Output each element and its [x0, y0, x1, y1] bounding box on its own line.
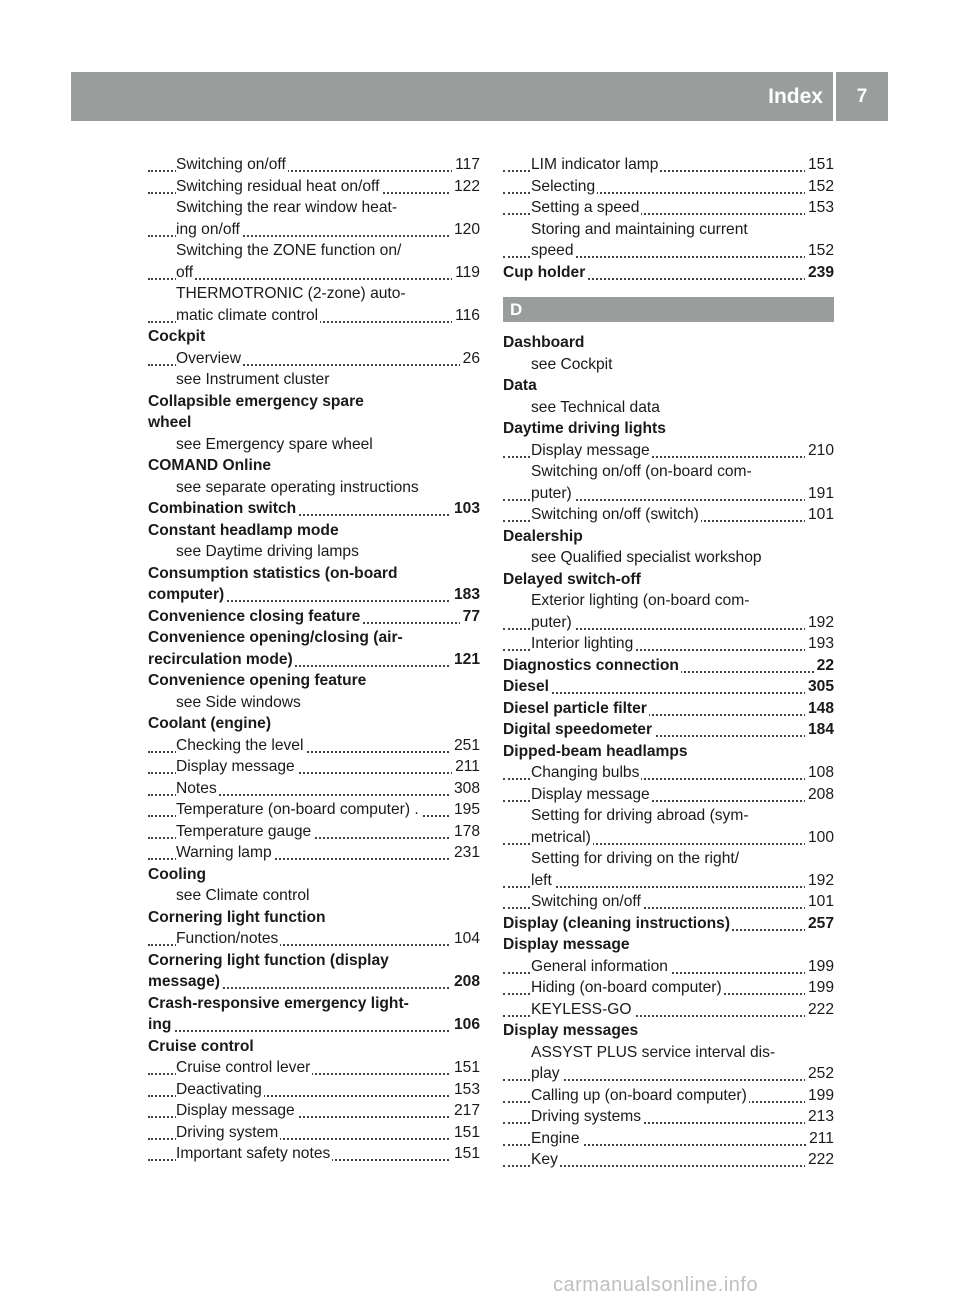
index-entry — [503, 655, 834, 677]
index-entry-text: see Qualified specialist workshop — [531, 549, 762, 566]
watermark-footer: carmanualsonline.info — [553, 1274, 759, 1296]
index-entry-text: Display message — [531, 441, 650, 459]
index-entry-text: Cornering light function — [148, 908, 326, 926]
index-page-ref: 104 — [451, 928, 480, 950]
index-page-ref: 213 — [805, 1106, 834, 1128]
index-subentry — [503, 219, 834, 241]
index-entry-text: Display message — [503, 936, 630, 953]
index-subentry — [148, 219, 480, 241]
index-page-ref: 252 — [805, 1063, 834, 1085]
index-subentry — [503, 354, 834, 376]
index-page-ref: 183 — [451, 584, 480, 606]
index-entry-text: play — [531, 1065, 560, 1082]
index-entry — [503, 719, 834, 741]
index-entry-text: Dipped-beam headlamps — [503, 742, 688, 760]
index-entry-text: see Technical data — [531, 398, 660, 416]
index-page-ref: 26 — [460, 348, 480, 370]
index-entry-text: ing on/off — [176, 220, 240, 238]
index-entry-text: message) — [148, 973, 220, 990]
index-entry — [148, 993, 480, 1015]
index-subentry — [503, 590, 834, 612]
index-subentry — [148, 1057, 480, 1079]
index-subentry — [503, 154, 834, 176]
index-entry-text: off — [176, 263, 194, 281]
index-subentry — [148, 369, 480, 391]
index-entry — [148, 455, 480, 477]
index-entry — [503, 676, 834, 698]
index-entry-text: left — [531, 871, 552, 889]
index-entry-text: Engine — [531, 1129, 580, 1147]
index-entry-text: Convenience opening feature — [148, 672, 367, 689]
index-entry-text: General information — [531, 957, 668, 975]
index-page-ref: 308 — [451, 778, 480, 800]
index-page-ref: 222 — [805, 999, 834, 1021]
index-entry-text: Coolant (engine) — [148, 715, 272, 732]
index-entry-text: puter) — [531, 613, 572, 631]
index-entry — [148, 391, 480, 413]
index-entry-text: Setting for driving abroad (sym- — [531, 807, 749, 824]
index-entry-text: Cruise control lever — [176, 1059, 311, 1076]
index-entry-text: Deactivating — [176, 1080, 262, 1098]
index-page-ref: 222 — [805, 1149, 834, 1171]
index-subentry — [503, 805, 834, 827]
index-subentry — [148, 928, 480, 950]
index-subentry — [148, 821, 480, 843]
index-entry — [503, 698, 834, 720]
index-page-ref: 119 — [452, 262, 480, 284]
index-page-ref: 120 — [451, 219, 480, 241]
index-subentry — [503, 440, 834, 462]
index-entry — [148, 864, 480, 886]
index-entry-text: Display message — [176, 1102, 295, 1119]
section-title: Index — [768, 85, 823, 108]
index-page-ref: 101 — [805, 891, 834, 913]
index-entry — [148, 649, 480, 671]
index-entry-text: Calling up (on-board computer) — [531, 1086, 747, 1104]
index-entry — [503, 375, 834, 397]
index-subentry — [503, 762, 834, 784]
index-subentry — [148, 1122, 480, 1144]
index-list-d — [503, 332, 834, 1171]
index-subentry — [148, 735, 480, 757]
index-entry-text: Cockpit — [148, 328, 206, 345]
index-page-ref: 152 — [805, 240, 834, 262]
index-page-ref: 116 — [452, 305, 480, 327]
index-entry — [148, 412, 480, 434]
index-subentry — [148, 154, 480, 176]
index-subentry — [148, 283, 480, 305]
index-entry-text: Crash-responsive emergency light- — [148, 994, 409, 1012]
index-subentry — [503, 176, 834, 198]
index-subentry — [503, 1063, 834, 1085]
index-entry-text: see Emergency spare wheel — [176, 435, 373, 453]
section-letter-header: D — [503, 297, 834, 322]
index-subentry — [148, 305, 480, 327]
index-entry-text: Function/notes — [176, 930, 279, 947]
index-entry-text: Notes — [176, 779, 217, 797]
index-entry — [148, 606, 480, 628]
index-entry-text: recirculation mode) — [148, 650, 293, 668]
index-page-ref: 251 — [451, 735, 480, 757]
index-entry-text: Setting a speed — [531, 199, 640, 216]
index-subentry — [503, 633, 834, 655]
index-subentry — [503, 784, 834, 806]
index-entry-text: Convenience opening/closing (air- — [148, 629, 403, 646]
index-subentry — [503, 870, 834, 892]
index-entry-text: Warning lamp — [176, 844, 272, 861]
index-page-ref: 217 — [451, 1100, 480, 1122]
index-entry-text: Diesel particle filter — [503, 699, 647, 717]
index-entry — [503, 741, 834, 763]
index-entry-text: Driving system — [176, 1123, 279, 1141]
index-entry-text: Convenience closing feature — [148, 607, 361, 625]
index-entry-text: wheel — [148, 414, 192, 431]
index-subentry — [503, 461, 834, 483]
index-entry-text: Checking the level — [176, 736, 304, 754]
index-entry-text: computer) — [148, 586, 225, 603]
index-page-ref: 192 — [805, 612, 834, 634]
index-entry — [503, 569, 834, 591]
index-entry-text: Temperature (on-board computer) . — [176, 801, 419, 818]
index-page-ref: 108 — [805, 762, 834, 784]
index-entry-text: Switching on/off — [176, 156, 286, 173]
index-page-ref: 208 — [451, 971, 480, 993]
index-page-ref: 199 — [805, 977, 834, 999]
index-entry — [148, 907, 480, 929]
index-page-ref: 211 — [806, 1128, 834, 1150]
index-entry-text: Changing bulbs — [531, 764, 640, 781]
index-entry-text: Data — [503, 377, 537, 394]
index-entry — [503, 526, 834, 548]
index-entry-text: ASSYST PLUS service interval dis- — [531, 1043, 776, 1061]
index-page-ref: 151 — [451, 1057, 480, 1079]
index-subentry — [503, 999, 834, 1021]
index-page-ref: 151 — [451, 1143, 480, 1165]
index-entry-text: Consumption statistics (on-board — [148, 564, 398, 582]
index-entry — [148, 520, 480, 542]
index-page-ref: 231 — [451, 842, 480, 864]
index-page-ref: 121 — [451, 649, 480, 671]
index-subentry — [148, 778, 480, 800]
index-entry-text: see Instrument cluster — [176, 371, 330, 388]
index-subentry — [148, 799, 480, 821]
index-entry-text: Display (cleaning instructions) — [503, 914, 731, 932]
index-subentry — [148, 541, 480, 563]
index-entry-text: Exterior lighting (on-board com- — [531, 592, 750, 609]
index-entry-text: puter) — [531, 484, 572, 502]
index-subentry — [503, 483, 834, 505]
index-entry-text: Constant headlamp mode — [148, 521, 339, 539]
index-subentry — [503, 612, 834, 634]
index-entry-text: LIM indicator lamp — [531, 156, 659, 173]
index-entry — [148, 713, 480, 735]
index-page-ref: 211 — [452, 756, 480, 778]
index-entry-text: Cup holder — [503, 263, 586, 281]
index-page-ref: 151 — [805, 154, 834, 176]
index-entry-text: Switching residual heat on/off — [176, 177, 380, 195]
index-subentry — [148, 842, 480, 864]
index-entry-text: Storing and maintaining current — [531, 220, 748, 238]
index-subentry — [148, 885, 480, 907]
index-page-ref: 148 — [805, 698, 834, 720]
index-entry-text: Hiding (on-board computer) — [531, 979, 722, 996]
index-subentry — [503, 848, 834, 870]
index-entry-text: THERMOTRONIC (2-zone) auto- — [176, 285, 406, 302]
index-page-ref: 100 — [805, 827, 834, 849]
index-subentry — [148, 1079, 480, 1101]
index-entry — [148, 971, 480, 993]
index-entry — [148, 950, 480, 972]
index-entry-text: Dealership — [503, 527, 583, 545]
index-page-ref: 195 — [451, 799, 480, 821]
index-entry-text: Diesel — [503, 678, 549, 695]
index-subentry — [148, 477, 480, 499]
index-entry — [503, 332, 834, 354]
index-page-ref: 153 — [805, 197, 834, 219]
index-subentry — [148, 1143, 480, 1165]
index-entry-text: Display message — [531, 785, 650, 803]
index-subentry — [148, 1100, 480, 1122]
index-entry — [148, 326, 480, 348]
index-subentry — [148, 176, 480, 198]
index-entry-text: ing — [148, 1016, 172, 1033]
index-page-ref: 77 — [460, 606, 480, 628]
index-page-ref: 257 — [805, 913, 834, 935]
index-page-ref: 192 — [805, 870, 834, 892]
index-entry — [148, 627, 480, 649]
index-entry-text: Collapsible emergency spare — [148, 392, 364, 410]
index-subentry — [503, 197, 834, 219]
index-page-ref: 191 — [805, 483, 834, 505]
index-entry-text: Switching on/off — [531, 893, 641, 910]
index-subentry — [148, 262, 480, 284]
index-entry — [148, 1036, 480, 1058]
index-entry-text: see Daytime driving lamps — [176, 543, 359, 560]
index-entry-text: speed — [531, 242, 574, 259]
index-entry-text: matic climate control — [176, 306, 319, 324]
index-page-ref: 208 — [805, 784, 834, 806]
index-subentry — [148, 434, 480, 456]
index-page-ref: 193 — [805, 633, 834, 655]
index-subentry — [503, 547, 834, 569]
index-entry — [503, 262, 834, 284]
index-subentry — [148, 756, 480, 778]
index-entry-text: see Climate control — [176, 887, 310, 904]
index-subentry — [503, 956, 834, 978]
index-entry-text: Switching the ZONE function on/ — [176, 242, 402, 259]
index-subentry — [503, 827, 834, 849]
index-entry — [148, 670, 480, 692]
index-page-ref: 122 — [451, 176, 480, 198]
index-subentry — [503, 977, 834, 999]
index-entry-text: Driving systems — [531, 1108, 642, 1125]
index-entry — [503, 418, 834, 440]
index-page-ref: 101 — [805, 504, 834, 526]
index-entry-text: Daytime driving lights — [503, 420, 666, 437]
index-entry-text: Overview — [176, 349, 241, 367]
index-entry-text: Cornering light function (display — [148, 951, 389, 969]
index-subentry — [503, 1085, 834, 1107]
index-page-ref: 152 — [805, 176, 834, 198]
index-entry-text: Setting for driving on the right/ — [531, 850, 740, 867]
index-entry-text: Switching on/off (on-board com- — [531, 463, 752, 480]
index-entry — [148, 1014, 480, 1036]
index-entry-text: Digital speedometer — [503, 721, 653, 738]
index-subentry — [148, 348, 480, 370]
index-entry-text: metrical) — [531, 828, 591, 846]
index-entry-text: Combination switch — [148, 500, 297, 517]
index-entry-text: see Side windows — [176, 693, 301, 711]
index-entry-text: Display message — [176, 758, 295, 775]
index-entry-text: see separate operating instructions — [176, 478, 419, 496]
index-subentry — [503, 1149, 834, 1171]
index-subentry — [503, 1128, 834, 1150]
index-subentry — [503, 891, 834, 913]
index-entry-text: Diagnostics connection — [503, 656, 679, 674]
index-entry-text: Display messages — [503, 1022, 639, 1039]
index-page-ref: 178 — [451, 821, 480, 843]
index-page-ref: 103 — [451, 498, 480, 520]
index-page-ref: 199 — [805, 956, 834, 978]
index-entry-text: Selecting — [531, 177, 596, 195]
index-subentry — [503, 397, 834, 419]
index-subentry — [503, 240, 834, 262]
index-page-ref: 239 — [805, 262, 834, 284]
index-subentry — [503, 504, 834, 526]
index-page-ref: 210 — [805, 440, 834, 462]
index-entry — [148, 563, 480, 585]
index-entry — [148, 584, 480, 606]
index-page-ref: 151 — [451, 1122, 480, 1144]
index-list-c-continued — [503, 154, 834, 283]
index-subentry — [503, 1106, 834, 1128]
index-entry-text: Delayed switch-off — [503, 570, 641, 588]
index-entry — [148, 498, 480, 520]
index-subentry — [148, 692, 480, 714]
index-entry — [503, 934, 834, 956]
index-page-ref: 184 — [805, 719, 834, 741]
index-column-right — [503, 154, 834, 1171]
index-entry-text: Important safety notes — [176, 1145, 331, 1162]
index-page-ref: 153 — [451, 1079, 480, 1101]
page-number: 7 — [856, 86, 868, 107]
index-subentry — [503, 1042, 834, 1064]
index-entry-text: Cooling — [148, 865, 207, 883]
index-column-left — [148, 154, 480, 1165]
index-page-ref: 117 — [452, 154, 480, 176]
index-subentry — [148, 240, 480, 262]
index-entry-text: Temperature gauge — [176, 822, 312, 840]
index-entry-text: Switching the rear window heat- — [176, 199, 398, 216]
index-page-ref: 199 — [805, 1085, 834, 1107]
index-entry-text: Switching on/off (switch) — [531, 506, 699, 523]
index-entry-text: see Cockpit — [531, 355, 613, 373]
index-page-ref: 106 — [451, 1014, 480, 1036]
index-entry — [503, 913, 834, 935]
index-page-ref: 22 — [814, 655, 834, 677]
index-entry-text: Interior lighting — [531, 635, 634, 652]
index-page-ref: 305 — [805, 676, 834, 698]
index-entry-text: Key — [531, 1151, 558, 1168]
index-entry-text: COMAND Online — [148, 457, 272, 474]
index-entry-text: Dashboard — [503, 334, 585, 351]
index-entry-text: Cruise control — [148, 1037, 254, 1055]
index-entry — [503, 1020, 834, 1042]
index-subentry — [148, 197, 480, 219]
index-entry-text: KEYLESS-GO — [531, 1000, 632, 1018]
